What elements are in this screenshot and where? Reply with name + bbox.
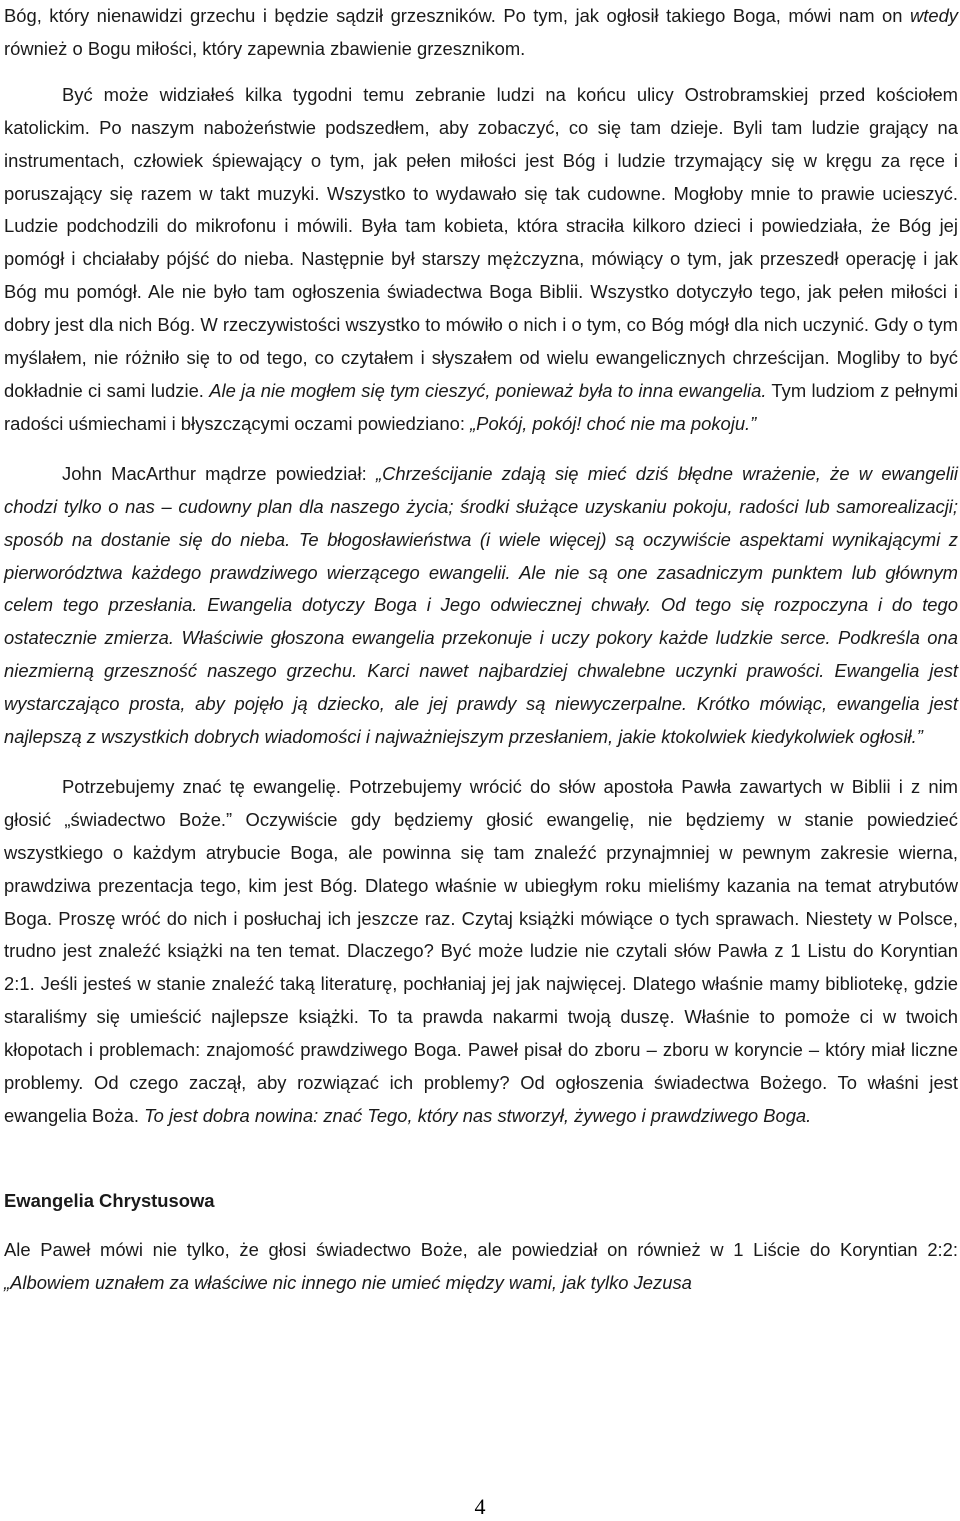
section-heading: Ewangelia Chrystusowa — [4, 1189, 215, 1211]
paragraph-5: Ale Paweł mówi nie tylko, że głosi świadectwo Boże, ale powiedział on również w 1 Liście do Koryntian 2:2: „Albowiem uznałem za właściwe nic innego nie umieć między wami, jak tylko Jezusa — [4, 1238, 958, 1293]
paragraph-3-macarthur-quote: John MacArthur mądrze powiedział: „Chrześcijanie zdają się mieć dziś błędne wrażenie, że w ewangelii chodzi tylko o nas – cudowny plan dla naszego życia; środki służące uzyskaniu pokoju, radości lub samorealizacji; sposób na dostanie się do nieba. Te błogosławieństwa (i wiele więcej) są oczywiście aspektami wynikającymi z pierworództwa każdego prawdziwego wierzącego ewangelii. Ale nie są one zasadniczym punktem lub głównym celem tego przesłania. Ewangelia dotyczy Boga i Jego odwiecznej chwały. Od tego się rozpoczyna i do tego ostatecznie zmierza. Właściwie głoszona ewangelia przekonuje i uczy pokory każde ludzkie serce. Podkreśla ona niezmierną grzeszność naszego grzechu. Karci nawet najbardziej chwalebne uczynki prawości. Ewangelia jest wystarczająco prosta, aby pojęło ją dziecko, ale jej prawdy są niewyczerpalne. Krótko mówiąc, ewangelia jest najlepszą z wszystkich dobrych wiadomości i najważniejszym przesłaniem, jakie ktokolwiek kiedykolwiek ogłosił.” — [4, 462, 958, 748]
paragraph-2: Być może widziałeś kilka tygodni temu zebranie ludzi na końcu ulicy Ostrobramskiej przed kościołem katolickim. Po naszym nabożeństwie podszedłem, aby zobaczyć, co się tam dzieje. Byli tam ludzie grający na instrumentach, człowiek śpiewający o tym, jak pełen miłości jest Bóg i ludzie trzymający się w kręgu za ręce i poruszający się razem w takt muzyki. Wszystko to wydawało się tak cudowne. Mogłoby mnie to prawie ucieszyć. Ludzie podchodzili do mikrofonu i mówili. Była tam kobieta, która straciła kilkoro dzieci i powiedziała, że Bóg jej pomógł i chciałaby pójść do nieba. Następnie był starszy mężczyzna, mówiący o tym, jak przeszedł operację i jak Bóg mu pomógł. Ale nie było tam ogłoszenia świadectwa Boga Biblii. Wszystko dotyczyło tego, jak pełen miłości i dobry jest dla nich Bóg. W rzeczywistości wszystko to mówiło o nich i o tym, co Bóg mógł dla nich uczynić. Gdy o tym myślałem, nie różniło się to od tego, co czytałem i słyszałem od wielu ewangelicznych chrześcijan. Mogliby to być dokładnie ci sami ludzie. Ale ja nie mogłem się tym cieszyć, ponieważ była to inna ewangelia. Tym ludziom z pełnymi radości uśmiechami i błyszczącymi oczami powiedziano: „Pokój, pokój! choć nie ma pokoju.” — [4, 83, 959, 434]
page-number: 4 — [474, 1494, 486, 1519]
paragraph-4: Potrzebujemy znać tę ewangelię. Potrzebujemy wrócić do słów apostoła Pawła zawartych w Biblii i z nim głosić „świadectwo Boże.” Oczywiście gdy będziemy głosić ewangelię, nie będziemy w stanie powiedzieć wszystkiego o każdym atrybucie Boga, ale powinna się tam znaleźć przynajmniej w pewnym zakresie wierna, prawdziwa prezentacja tego, kim jest Bóg. Dlatego właśnie w ubiegłym roku mieliśmy kazania na temat atrybutów Boga. Proszę wróć do nich i posłuchaj ich jeszcze raz. Czytaj książki mówiące o tych sprawach. Niestety w Polsce, trudno jest znaleźć książki na ten temat. Dlaczego? Być może ludzie nie czytali słów Pawła z 1 Listu do Koryntian 2:1. Jeśli jesteś w stanie znaleźć taką literaturę, pochłaniaj jej jak najwięcej. Dlatego właśnie mamy bibliotekę, gdzie staraliśmy się umieścić najlepsze książki. To ta prawda nakarmi twoją duszę. Właśnie to pomoże ci w twoich kłopotach i problemach: znajomość prawdziwego Boga. Paweł pisał do zboru – zboru w koryncie – który miał liczne problemy. Od czego zaczął, aby rozwiązać ich problemy? Od ogłoszenia świadectwa Bożego. To właśni jest ewangelia Boża. To jest dobra nowina: znać Tego, który nas stworzył, żywego i prawdziwego Boga. — [4, 775, 958, 1126]
paragraph-1: Bóg, który nienawidzi grzechu i będzie sądził grzeszników. Po tym, jak ogłosił takiego Boga, mówi nam on wtedy również o Bogu miłości, który zapewnia zbawienie grzesznikom. — [4, 5, 958, 59]
document-page — [4, 0, 958, 1300]
